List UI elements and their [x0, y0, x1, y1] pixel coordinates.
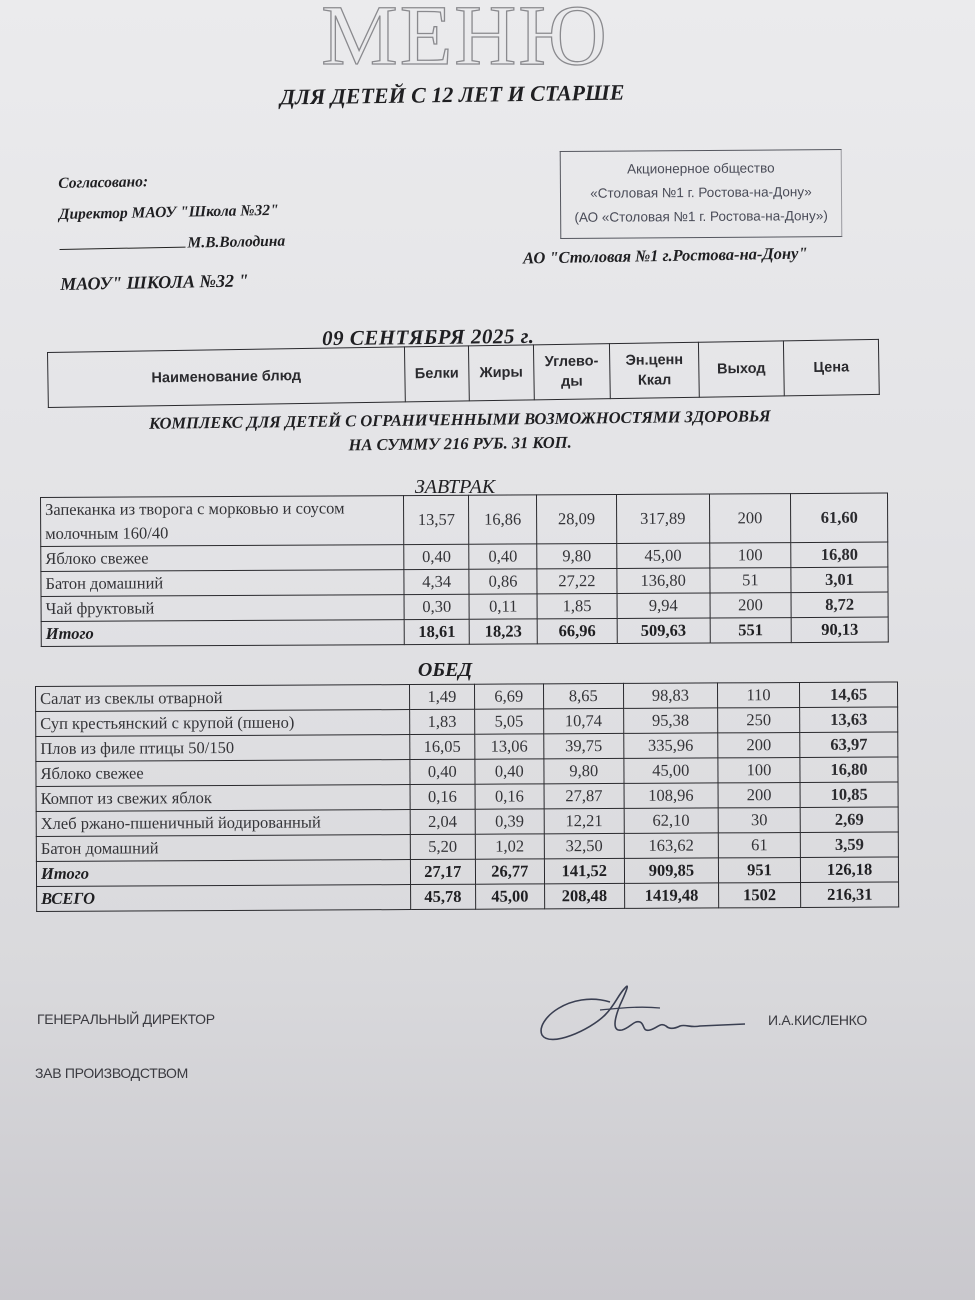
lunch-table — [35, 681, 899, 912]
carbs: 27,87 — [544, 783, 625, 808]
fat: 0,11 — [469, 594, 537, 619]
kcal: 9,94 — [617, 593, 710, 618]
kcal: 45,00 — [624, 758, 718, 783]
production-head-label: ЗАВ ПРОИЗВОДСТВОМ — [35, 1065, 188, 1081]
kcal: 335,96 — [624, 733, 718, 758]
col-price: Цена — [783, 339, 879, 395]
price: 8,72 — [791, 592, 888, 618]
approval-block — [58, 164, 286, 300]
dish-name: Компот из свежих яблок — [36, 785, 410, 812]
total-label: Итого — [36, 860, 410, 887]
carbs: 28,09 — [537, 494, 617, 543]
kcal: 1419,48 — [625, 883, 719, 908]
section-breakfast-title: ЗАВТРАК — [414, 476, 496, 498]
kcal: 95,38 — [624, 708, 718, 733]
yield: 1502 — [718, 882, 801, 907]
protein: 27,17 — [410, 859, 476, 884]
protein: 2,04 — [410, 809, 476, 834]
yield: 200 — [717, 732, 800, 757]
price: 126,18 — [801, 857, 899, 883]
complex-sum: НА СУММУ 216 РУБ. 31 КОП. — [348, 432, 572, 455]
carbs: 8,65 — [543, 683, 624, 708]
complex-title: КОМПЛЕКС ДЛЯ ДЕТЕЙ С ОГРАНИЧЕННЫМИ ВОЗМОЖНОСТЯМИ ЗДОРОВЬЯ — [148, 406, 771, 433]
approval-label: Согласовано: — [58, 173, 149, 192]
dish-name: Батон домашний — [41, 570, 404, 597]
menu-date: 09 СЕНТЯБРЯ 2025 г. — [321, 323, 535, 351]
protein: 16,05 — [409, 734, 475, 759]
dish-name: Плов из филе птицы 50/150 — [36, 735, 410, 762]
fat: 5,05 — [475, 709, 544, 734]
kcal: 136,80 — [617, 568, 710, 593]
kcal: 317,89 — [616, 494, 709, 543]
dish-name: Запеканка из творога с морковью и соусом молочным 160/40 — [41, 496, 405, 547]
stamp-line-1: Акционерное общество — [626, 160, 775, 177]
price: 216,31 — [801, 882, 899, 908]
carbs: 1,85 — [537, 593, 617, 618]
price: 3,01 — [791, 567, 888, 593]
kcal: 108,96 — [624, 783, 718, 808]
col-protein: Белки — [404, 346, 469, 402]
approval-signatory: М.В.Володина — [187, 232, 286, 252]
grand-total-row — [37, 882, 899, 912]
fat: 0,16 — [475, 784, 544, 809]
yield: 951 — [718, 857, 801, 882]
breakfast-total-row — [41, 617, 888, 646]
kcal: 98,83 — [624, 683, 718, 708]
carbs: 10,74 — [543, 708, 624, 733]
price: 90,13 — [791, 617, 888, 643]
stamp-line-3: (АО «Столовая №1 г. Ростова-на-Дону») — [574, 208, 828, 225]
yield: 551 — [710, 618, 792, 643]
dish-name: Яблоко свежее — [36, 760, 410, 787]
yield: 110 — [717, 682, 800, 707]
company-stamp — [560, 149, 843, 239]
fat: 1,02 — [475, 834, 544, 859]
protein: 5,20 — [410, 834, 476, 859]
carbs: 32,50 — [544, 833, 625, 858]
protein: 0,40 — [404, 544, 469, 569]
yield: 200 — [709, 494, 791, 543]
stamp-line-2: «Столовая №1 г. Ростова-на-Дону» — [590, 184, 812, 201]
col-yield: Выход — [699, 341, 785, 397]
fat: 18,23 — [469, 619, 537, 644]
fat: 0,39 — [475, 809, 544, 834]
column-header-table — [47, 339, 880, 408]
fat: 0,86 — [469, 569, 537, 594]
protein: 13,57 — [404, 495, 469, 544]
fat: 45,00 — [476, 884, 545, 909]
yield: 100 — [709, 543, 791, 568]
price: 13,63 — [800, 707, 898, 733]
price: 14,65 — [800, 682, 898, 708]
approval-signatory-line — [59, 226, 285, 261]
fat: 16,86 — [469, 495, 537, 544]
yield: 61 — [718, 832, 801, 857]
section-lunch-title: ОБЕД — [417, 659, 473, 681]
dish-name: Салат из свеклы отварной — [36, 685, 410, 712]
protein: 18,61 — [404, 619, 469, 644]
kcal: 509,63 — [617, 618, 710, 643]
price: 10,85 — [800, 782, 898, 808]
protein: 1,49 — [409, 684, 475, 709]
protein: 0,16 — [410, 784, 476, 809]
protein: 0,40 — [409, 759, 475, 784]
fat: 26,77 — [475, 859, 544, 884]
dish-name: Суп крестьянский с крупой (пшено) — [36, 710, 410, 737]
yield: 51 — [709, 568, 791, 593]
carbs: 66,96 — [537, 618, 617, 643]
yield: 200 — [718, 782, 801, 807]
carbs: 141,52 — [544, 858, 625, 883]
breakfast-table — [40, 493, 889, 647]
price: 2,69 — [800, 807, 898, 833]
price: 63,97 — [800, 732, 898, 758]
kcal: 62,10 — [624, 808, 718, 833]
school-name: МАОУ" ШКОЛА №32 " — [60, 270, 249, 294]
grand-total-label: ВСЕГО — [37, 885, 411, 912]
kcal: 45,00 — [617, 543, 710, 568]
protein: 4,34 — [404, 569, 469, 594]
fat: 0,40 — [475, 759, 544, 784]
carbs: 9,80 — [543, 758, 624, 783]
price: 3,59 — [801, 832, 899, 858]
signature-line — [60, 247, 186, 250]
dish-name: Яблоко свежее — [41, 545, 404, 572]
yield: 250 — [717, 707, 800, 732]
carbs: 39,75 — [543, 733, 624, 758]
dish-name: Чай фруктовый — [41, 595, 404, 622]
yield: 30 — [718, 807, 801, 832]
fat: 6,69 — [475, 684, 544, 709]
fat: 13,06 — [475, 734, 544, 759]
menu-title: МЕНЮ — [321, 0, 609, 83]
kcal: 163,62 — [624, 833, 718, 858]
protein: 0,30 — [404, 594, 469, 619]
col-carbs: Углево- ды — [533, 344, 611, 400]
price: 61,60 — [791, 493, 888, 543]
general-director-name: И.А.КИСЛЕНКО — [768, 1012, 867, 1028]
dish-name: Батон домашний — [36, 835, 410, 862]
dish-name: Хлеб ржано-пшеничный йодированный — [36, 810, 410, 837]
yield: 100 — [718, 757, 801, 782]
carbs: 27,22 — [537, 568, 617, 593]
total-label: Итого — [41, 620, 404, 647]
protein: 45,78 — [410, 884, 476, 909]
yield: 200 — [710, 593, 792, 618]
protein: 1,83 — [409, 709, 475, 734]
organization-name: АО "Столовая №1 г.Ростова-на-Дону" — [522, 243, 808, 268]
price: 16,80 — [791, 542, 888, 568]
approval-position: Директор МАОУ "Школа №32" — [58, 201, 279, 223]
complex-description — [90, 403, 831, 460]
col-fat: Жиры — [469, 345, 534, 401]
signature-icon — [530, 980, 760, 1050]
fat: 0,40 — [469, 544, 537, 569]
table-row — [41, 493, 888, 546]
carbs: 12,21 — [544, 808, 625, 833]
price: 16,80 — [800, 757, 898, 783]
carbs: 9,80 — [537, 543, 617, 568]
col-dish-name: Наименование блюд — [48, 347, 406, 408]
col-kcal: Эн.ценн Ккал — [610, 342, 700, 398]
kcal: 909,85 — [624, 858, 718, 883]
carbs: 208,48 — [544, 883, 625, 908]
menu-subtitle: ДЛЯ ДЕТЕЙ С 12 ЛЕТ И СТАРШЕ — [279, 79, 625, 110]
general-director-label: ГЕНЕРАЛЬНЫЙ ДИРЕКТОР — [37, 1011, 215, 1027]
